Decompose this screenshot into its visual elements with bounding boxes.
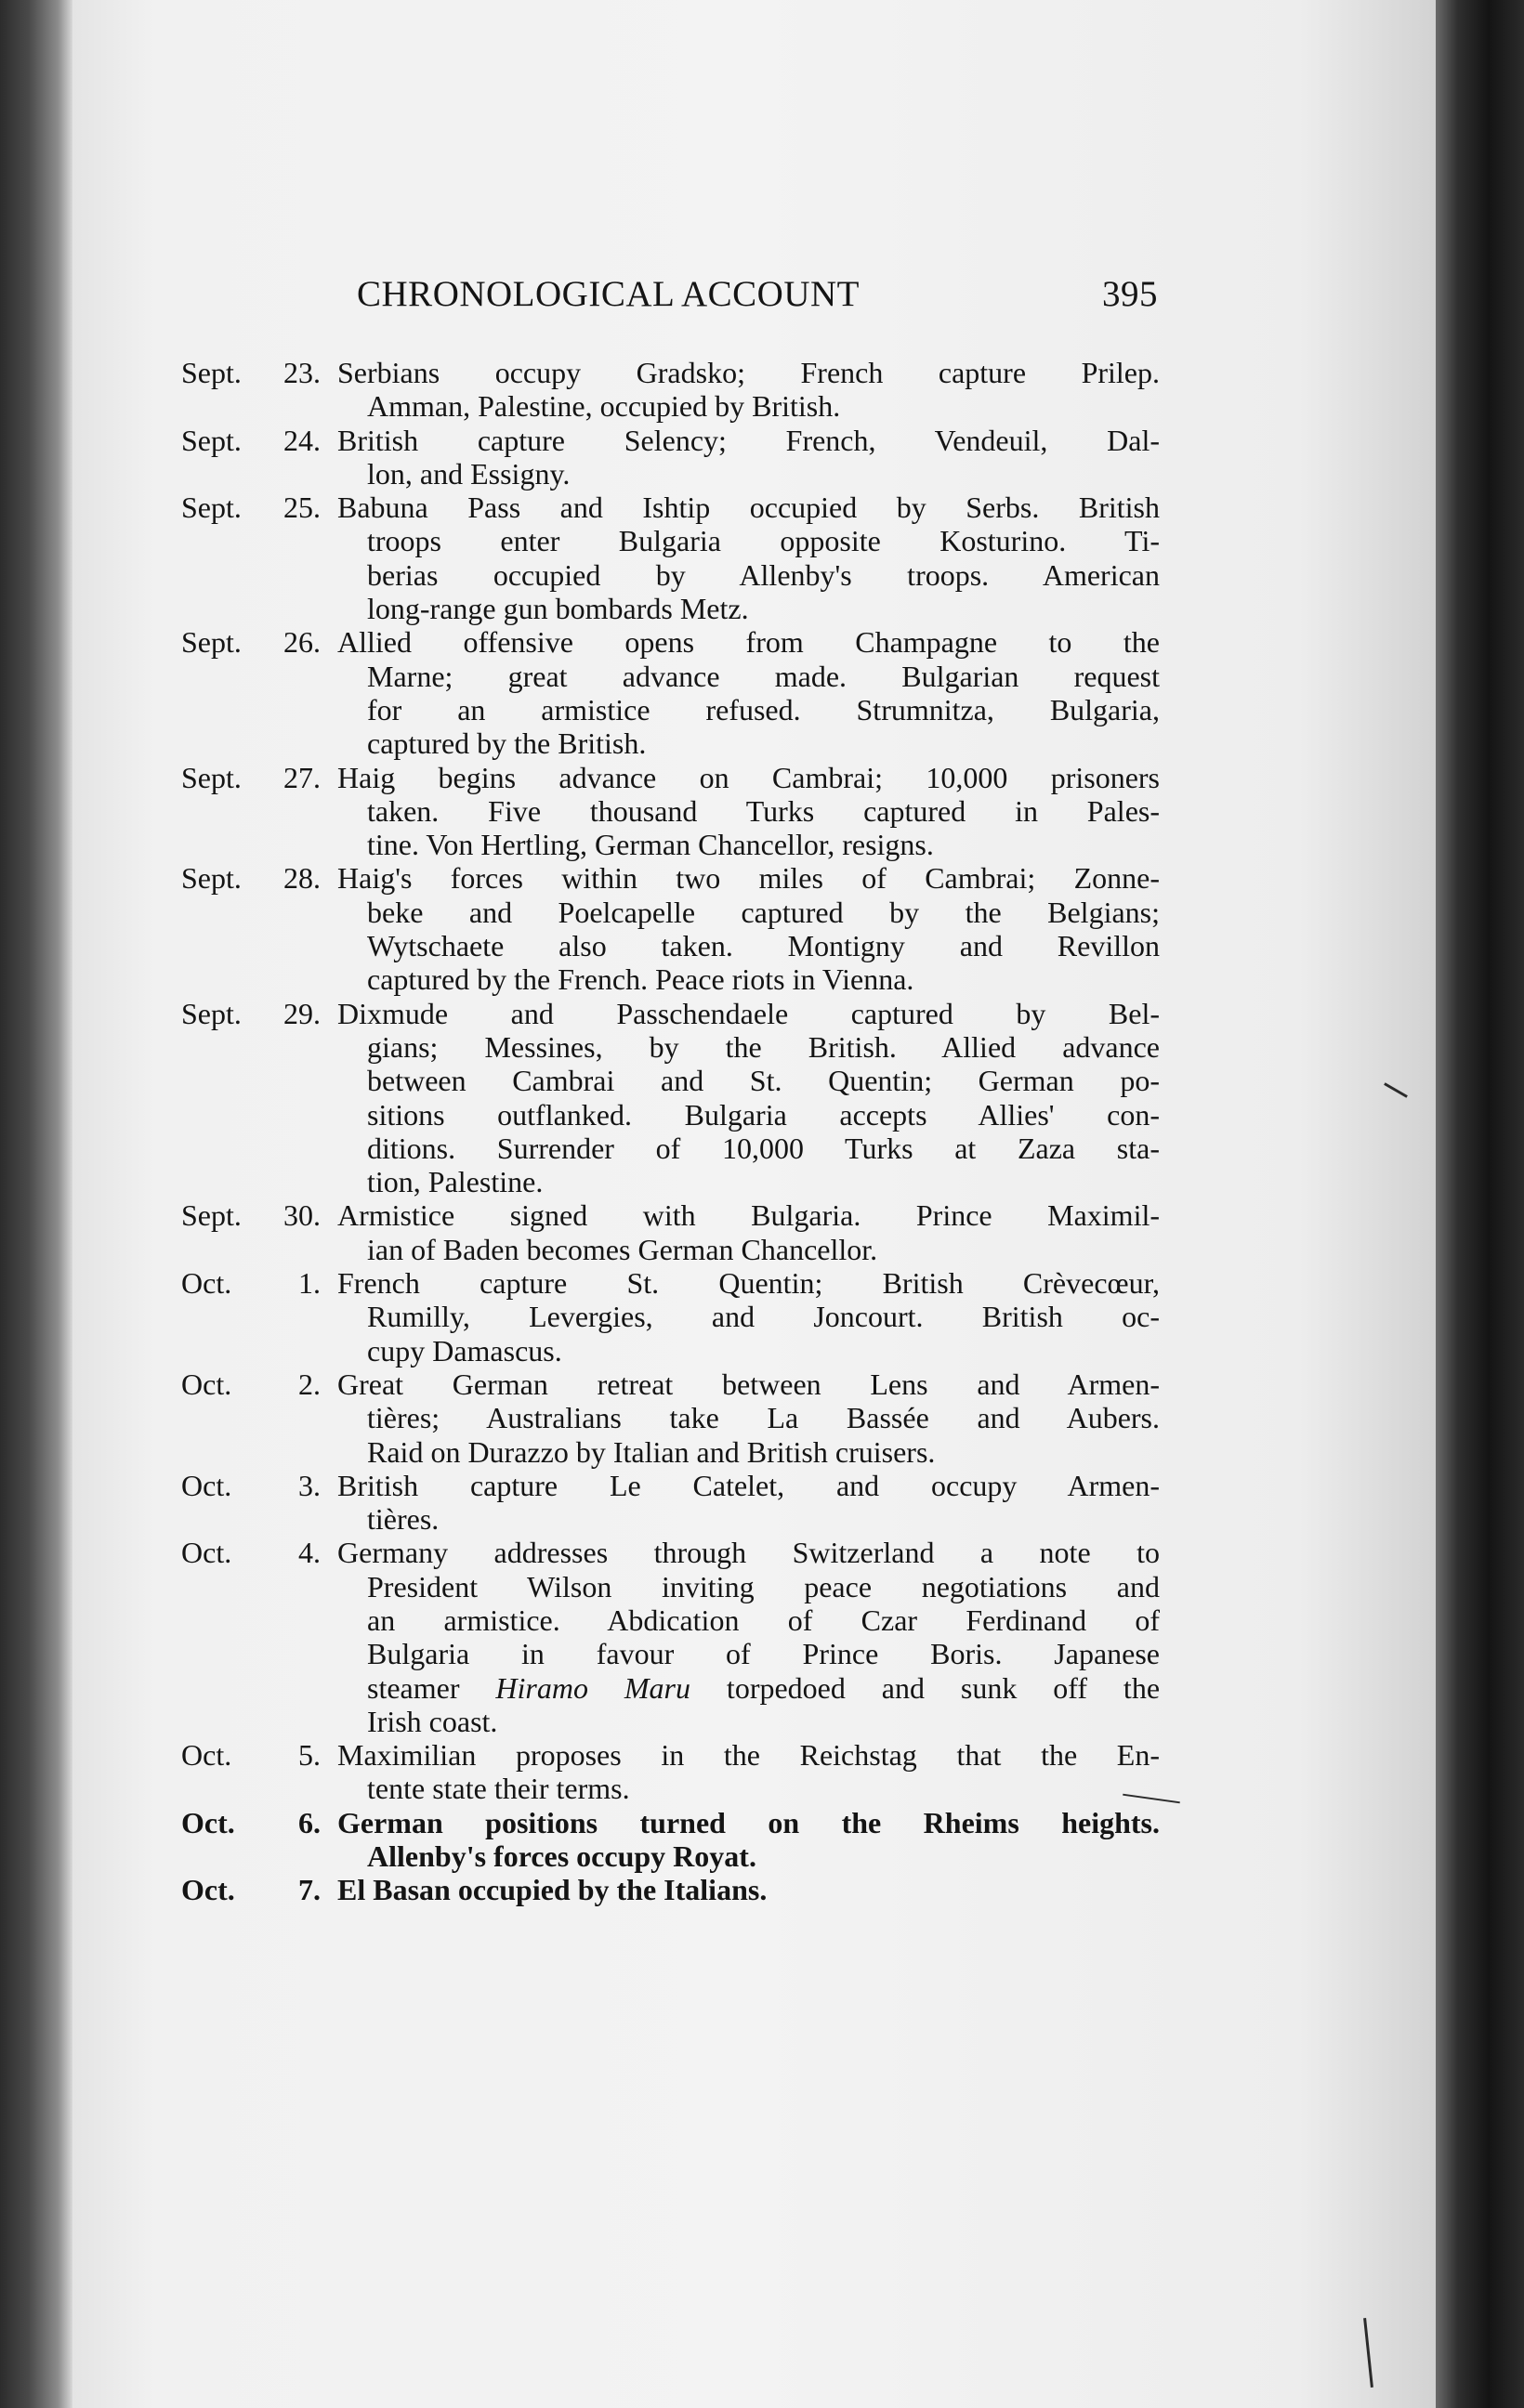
entry-day: 2. (298, 1367, 321, 1401)
chronology-entry (181, 1469, 1160, 1537)
entry-line: Irish coast. (367, 1704, 498, 1738)
chronology-entry (181, 1198, 1160, 1266)
entry-month: Sept. (181, 1198, 242, 1233)
entry-line: Great German retreat between Lens and Armen- (337, 1367, 1160, 1401)
ship-name: Hiramo Maru (495, 1670, 691, 1705)
chronology-entry (181, 424, 1160, 491)
entry-month: Oct. (181, 1266, 232, 1301)
entry-text (337, 1738, 1160, 1806)
entry-text (337, 491, 1160, 625)
entry-day: 29. (283, 996, 321, 1030)
entry-line: steamer Hiramo Maru torpedoed and sunk off the (367, 1670, 1161, 1705)
margin-mark (1384, 1082, 1408, 1098)
entry-text (337, 861, 1160, 996)
entry-text (337, 1873, 1160, 1906)
entry-day: 27. (283, 760, 321, 794)
entry-line: captured by the French. Peace riots in Vienna. (367, 962, 914, 997)
entry-line: ian of Baden becomes German Chancellor. (367, 1232, 878, 1266)
entry-line: tine. Von Hertling, German Chancellor, resigns. (367, 828, 934, 862)
entry-month: Oct. (181, 1536, 232, 1570)
entry-line: Raid on Durazzo by Italian and British cruisers. (367, 1434, 936, 1469)
entry-line: Bulgaria in favour of Prince Boris. Japanese (367, 1637, 1160, 1671)
entry-month: Oct. (181, 1873, 235, 1907)
chronology-entry (181, 1873, 1160, 1906)
entry-day: 26. (283, 625, 321, 660)
entry-day: 23. (283, 356, 321, 389)
chronology-entry (181, 1266, 1160, 1368)
entry-line: tente state their terms. (367, 1772, 630, 1806)
chronology-entry (181, 625, 1160, 760)
entry-text (337, 625, 1160, 760)
running-title: CHRONOLOGICAL ACCOUNT (357, 274, 860, 314)
entry-month: Sept. (181, 423, 242, 457)
margin-mark (1363, 2318, 1373, 2388)
entry-line: Wytschaete also taken. Montigny and Revillon (367, 929, 1160, 963)
entry-line: Babuna Pass and Ishtip occupied by Serbs. British (337, 491, 1160, 525)
entry-text (337, 1469, 1160, 1537)
entry-line: for an armistice refused. Strumnitza, Bulgaria, (367, 692, 1160, 726)
entry-day: 30. (283, 1198, 321, 1233)
entry-line: Maximilian proposes in the Reichstag that the En- (337, 1738, 1160, 1773)
entry-month: Oct. (181, 1468, 232, 1502)
entry-line: Allied offensive opens from Champagne to the (337, 625, 1160, 660)
entry-month: Sept. (181, 861, 242, 896)
entry-line: cupy Damascus. (367, 1333, 562, 1368)
entry-line: President Wilson inviting peace negotiations and (367, 1569, 1160, 1603)
entry-line: Haig's forces within two miles of Cambrai; Zonne- (337, 861, 1160, 896)
entry-text (337, 1198, 1160, 1266)
entry-line: an armistice. Abdication of Czar Ferdinand of (367, 1603, 1160, 1637)
chronology-list (181, 356, 1160, 1907)
entry-line: tières; Australians take La Bassée and Aubers. (367, 1401, 1160, 1435)
entry-line: Serbians occupy Gradsko; French capture Prilep. (337, 356, 1160, 389)
chronology-entry (181, 1738, 1160, 1806)
entry-month: Oct. (181, 1805, 235, 1839)
entry-day: 25. (283, 491, 321, 525)
entry-day: 4. (298, 1536, 321, 1570)
entry-line: between Cambrai and St. Quentin; German po- (367, 1064, 1160, 1098)
entry-text (337, 356, 1160, 424)
entry-month: Oct. (181, 1738, 232, 1773)
chronology-entry (181, 356, 1160, 424)
entry-line: beke and Poelcapelle captured by the Belgians; (367, 895, 1160, 929)
entry-line: French capture St. Quentin; British Crèvecœur, (337, 1266, 1160, 1301)
chronology-entry (181, 1806, 1160, 1874)
entry-text (337, 1368, 1160, 1469)
entry-line: Allenby's forces occupy Royat. (367, 1839, 756, 1874)
entry-line: lon, and Essigny. (367, 456, 571, 491)
entry-line: Rumilly, Levergies, and Joncourt. British oc- (367, 1300, 1160, 1334)
entry-line: gians; Messines, by the British. Allied advance (367, 1029, 1160, 1064)
book-left-edge (0, 0, 72, 2408)
entry-day: 24. (283, 423, 321, 457)
entry-month: Oct. (181, 1367, 232, 1401)
entry-line: tières. (367, 1502, 440, 1537)
entry-line: Marne; great advance made. Bulgarian request (367, 659, 1160, 693)
entry-text (337, 424, 1160, 491)
entry-line: Armistice signed with Bulgaria. Prince Maximil- (337, 1198, 1160, 1233)
entry-line: Amman, Palestine, occupied by British. (367, 389, 841, 424)
entry-line: tion, Palestine. (367, 1165, 544, 1199)
entry-month: Sept. (181, 996, 242, 1030)
entry-month: Sept. (181, 356, 242, 389)
page-number: 395 (1102, 274, 1158, 314)
entry-line: British capture Le Catelet, and occupy Armen- (337, 1468, 1160, 1502)
entry-text (337, 1536, 1160, 1738)
entry-line: long-range gun bombards Metz. (367, 592, 749, 626)
entry-line: berias occupied by Allenby's troops. American (367, 557, 1160, 592)
chronology-entry (181, 1536, 1160, 1738)
entry-line: German positions turned on the Rheims heights. (337, 1805, 1160, 1839)
entry-day: 1. (298, 1266, 321, 1301)
entry-text (337, 997, 1160, 1199)
entry-line: Haig begins advance on Cambrai; 10,000 prisoners (337, 760, 1160, 794)
entry-month: Sept. (181, 625, 242, 660)
entry-day: 3. (298, 1468, 321, 1502)
entry-line: El Basan occupied by the Italians. (337, 1873, 768, 1907)
chronology-entry (181, 761, 1160, 862)
entry-day: 28. (283, 861, 321, 896)
running-header (357, 273, 1158, 325)
entry-month: Sept. (181, 491, 242, 525)
entry-line: sitions outflanked. Bulgaria accepts Allies' con- (367, 1097, 1160, 1132)
entry-line: captured by the British. (367, 726, 647, 761)
entry-text (337, 761, 1160, 862)
entry-day: 7. (298, 1873, 321, 1907)
chronology-entry (181, 1368, 1160, 1469)
entry-line: ditions. Surrender of 10,000 Turks at Zaza sta- (367, 1131, 1160, 1165)
entry-day: 5. (298, 1738, 321, 1773)
entry-text (337, 1266, 1160, 1368)
entry-line: Germany addresses through Switzerland a note to (337, 1536, 1160, 1570)
chronology-entry (181, 491, 1160, 625)
entry-line: taken. Five thousand Turks captured in Pales- (367, 793, 1160, 828)
book-page (72, 0, 1436, 2408)
entry-line: troops enter Bulgaria opposite Kosturino. Ti- (367, 524, 1160, 558)
entry-text (337, 1806, 1160, 1874)
chronology-entry (181, 861, 1160, 996)
book-right-edge (1436, 0, 1524, 2408)
entry-month: Sept. (181, 760, 242, 794)
entry-line: Dixmude and Passchendaele captured by Bel- (337, 996, 1160, 1030)
entry-line: British capture Selency; French, Vendeuil, Dal- (337, 423, 1160, 457)
entry-day: 6. (298, 1805, 321, 1839)
chronology-entry (181, 997, 1160, 1199)
